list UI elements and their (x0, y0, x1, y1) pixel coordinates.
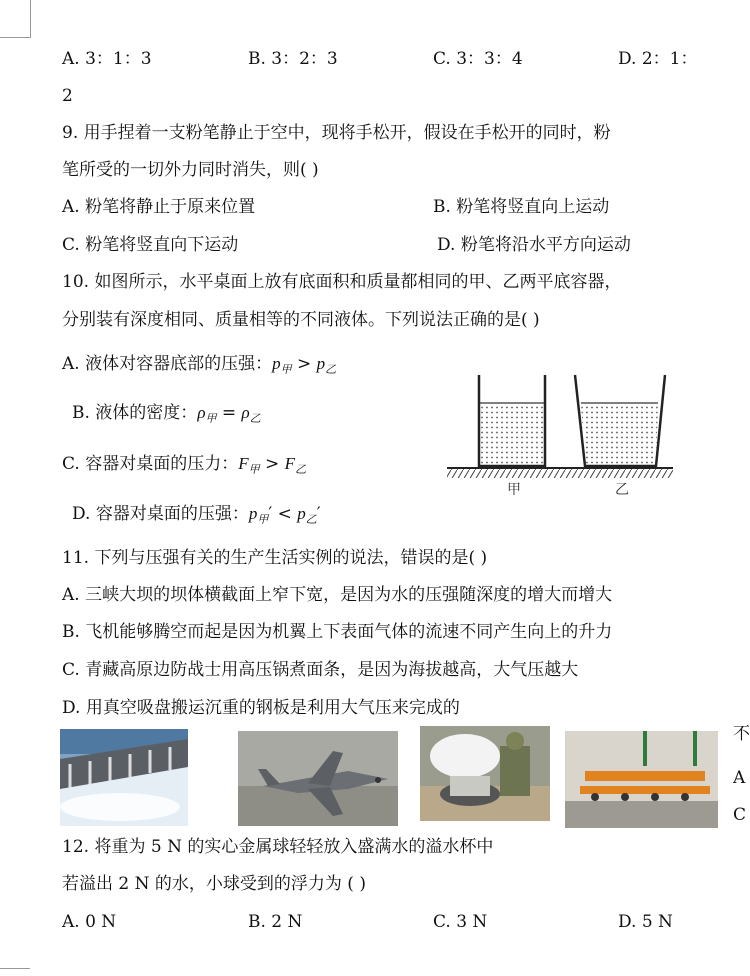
q11-option-c: C. 青藏高原边防战士用高压锅煮面条，是因为海拔越高，大气压越大 (62, 660, 579, 680)
q8-option-d-cont: 2 (62, 86, 73, 106)
liquid-jia (479, 403, 545, 466)
q9-option-a: A. 粉笔将静止于原来位置 (62, 197, 256, 217)
q12-option-d: D. 5 N (618, 912, 673, 932)
q8-option-c: C. 3：3：4 (433, 49, 523, 69)
q10-option-b: B. 液体的密度：$\rho_甲 = \rho_乙$ (72, 403, 261, 425)
q11-option-d: D. 用真空吸盘搬运沉重的钢板是利用大气压来完成的 (62, 698, 460, 718)
q12-stem-1: 12. 将重为 5 N 的实心金属球轻轻放入盛满水的溢水杯中 (62, 837, 494, 857)
q10-option-a: A. 液体对容器底部的压强：$p_甲 > p_乙$ (62, 354, 337, 376)
q11-option-b: B. 飞机能够腾空而起是因为机翼上下表面气体的流速不同产生向上的升力 (62, 622, 613, 642)
q12-option-c: C. 3 N (433, 912, 488, 932)
q10-stem-1: 10. 如图所示，水平桌面上放有底面积和质量都相同的甲、乙两平底容器， (62, 272, 622, 292)
q8-option-b: B. 3：2：3 (248, 49, 338, 69)
containers-figure (445, 370, 675, 500)
q9-stem-1: 9. 用手捏着一支粉笔静止于空中，现将手松开，假设在手松开的同时，粉 (62, 123, 611, 143)
margin-char-1: 不 (733, 724, 750, 744)
q11-stem: 11. 下列与压强有关的生产生活实例的说法，错误的是( ) (62, 548, 488, 568)
q8-option-d: D. 2：1： (618, 49, 698, 69)
liquid-yi (581, 403, 658, 466)
q12-option-b: B. 2 N (248, 912, 303, 932)
crop-mark-bottom (0, 968, 30, 976)
q11-option-a: A. 三峡大坝的坝体横截面上窄下宽，是因为水的压强随深度的增大而增大 (62, 585, 613, 605)
q9-option-c: C. 粉笔将竖直向下运动 (62, 235, 239, 255)
margin-char-2: A (733, 768, 746, 788)
dam-photo (60, 729, 188, 826)
soldier-cooking-photo (420, 726, 550, 821)
q10-option-c: C. 容器对桌面的压力：$F_甲 > F_乙$ (62, 454, 307, 476)
vacuum-lifter-photo (565, 731, 718, 828)
margin-char-3: C (733, 805, 747, 825)
q9-option-b: B. 粉笔将竖直向上运动 (433, 197, 610, 217)
q10-stem-2: 分别装有深度相同、质量相等的不同液体。下列说法正确的是( ) (62, 310, 540, 330)
q10-option-d: D. 容器对桌面的压强：$p_甲' < p_乙'$ (72, 504, 321, 526)
crop-mark-top (0, 0, 31, 38)
q9-stem-2: 笔所受的一切外力同时消失，则( ) (62, 160, 319, 180)
q8-option-a: A. 3：1：3 (62, 49, 152, 69)
label-yi: 乙 (615, 482, 629, 498)
label-jia: 甲 (507, 482, 521, 498)
q12-option-a: A. 0 N (62, 912, 117, 932)
jet-photo (238, 731, 398, 826)
q12-stem-2: 若溢出 2 N 的水，小球受到的浮力为 ( ) (62, 874, 366, 894)
q9-option-d: D. 粉笔将沿水平方向运动 (437, 235, 631, 255)
